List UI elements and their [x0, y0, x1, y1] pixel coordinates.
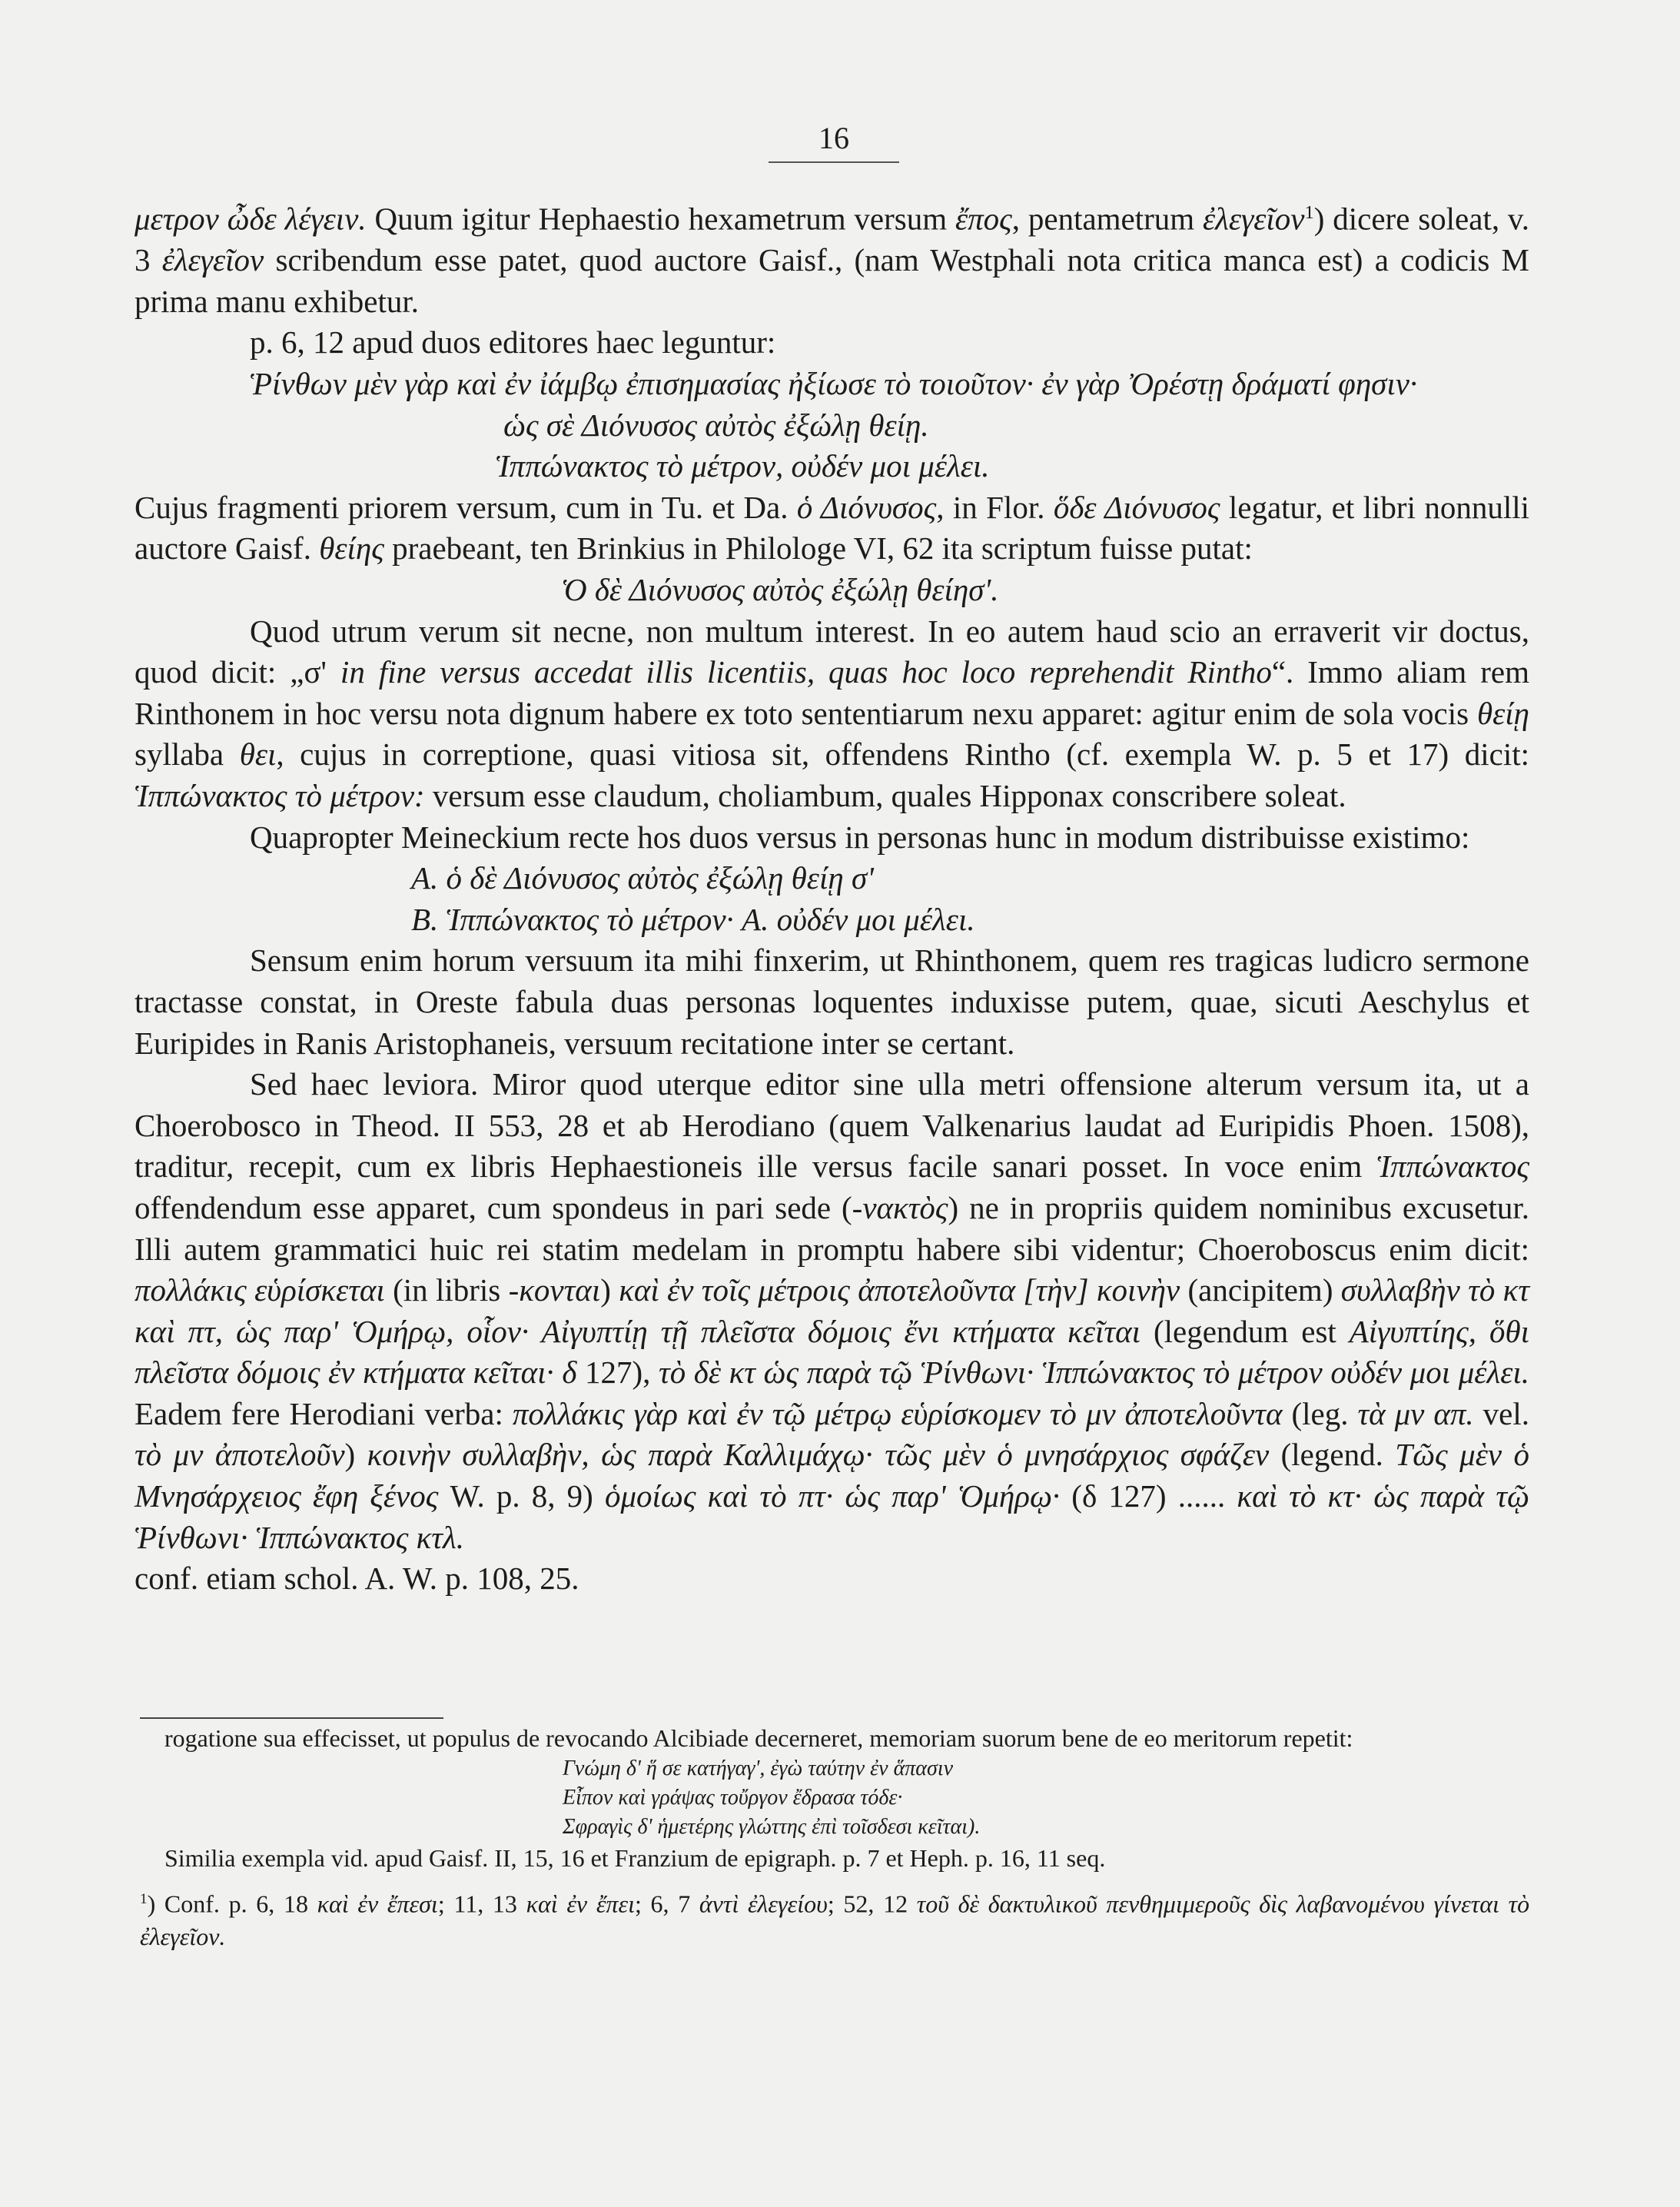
greek-text: καὶ ἐν ἔπει	[526, 1890, 635, 1918]
latin-text: (in libris -	[384, 1272, 520, 1308]
latin-text: “. Immo aliam rem Rinthonem in hoc versu nota dignum habere ex toto sententiarum nexu apparet: agitur enim de sola vocis	[134, 654, 1529, 731]
greek-text: Ἱππώνακτος τὸ μέτρον:	[134, 777, 425, 813]
greek-text: ἔπος	[955, 201, 1012, 237]
epigram-line: Σφραγὶς δ' ἡμετέρης γλώττης ἐπὶ τοῖσδεσι κεῖται).	[563, 1815, 981, 1839]
latin-text: W. p. 8, 9)	[438, 1478, 605, 1514]
greek-text: ἀντὶ ἐλεγείου	[699, 1890, 828, 1918]
latin-text: scribendum esse patet, quod auctore Gaisf., (nam Westphali nota critica manca est) a codicis M prima manu exhibetur.	[134, 242, 1530, 319]
page-number: 16	[818, 121, 849, 155]
latin-text: 127),	[576, 1354, 659, 1391]
footnotes	[140, 1722, 1529, 1953]
greek-text: πολλάκις εὑρίσκεται	[134, 1272, 385, 1308]
page-number-rule	[769, 161, 899, 163]
latin-text: vel.	[1473, 1395, 1529, 1431]
greek-text: θείῃ	[1476, 695, 1529, 731]
latin-text: , cujus in correptione, quasi vitiosa sit, offendens Rintho (cf. exempla W. p. 5 et 17) dicit:	[276, 736, 1529, 773]
paragraph-8: conf. etiam schol. A. W. p. 108, 25.	[134, 1561, 579, 1597]
greek-text: ὁ Διόνυσος	[796, 489, 937, 525]
latin-text: ; 52, 12	[827, 1890, 917, 1918]
greek-text: θείης	[319, 530, 384, 567]
epigram-line: Γνώμη δ' ἥ σε κατήγαγ', ἐγὼ ταύτην ἐν ἅπασιν	[563, 1757, 954, 1780]
greek-text: καὶ τὸ κτ· ὡς παρὰ τῷ Ῥίνθωνι· Ἱππώνακτος κτλ.	[134, 1478, 1529, 1555]
greek-text: ἐλεγεῖον	[1203, 201, 1305, 237]
greek-text: καὶ ἐν ἔπεσι	[317, 1890, 438, 1918]
latin-text: ; 11, 13	[437, 1890, 526, 1918]
latin-text: , in Flor.	[936, 489, 1054, 525]
latin-text: )	[600, 1272, 619, 1308]
latin-text: legatur, et libri nonnulli auctore Gaisf.	[134, 489, 1529, 567]
greek-text: Αἰγυπτίης, ὅθι πλεῖστα δόμοις ἐν κτήματα κεῖται· δ	[134, 1313, 1529, 1391]
latin-text: (ancipitem)	[1180, 1272, 1341, 1308]
paragraph-5: Quapropter Meineckium recte hos duos versus in personas hunc in modum distribuisse existimo:	[250, 819, 1470, 855]
greek-text: τοῦ δὲ δακτυλικοῦ πενθημιμεροῦς δὶς λαβανομένου γίνεται τὸ ἐλεγεῖον.	[140, 1890, 1530, 1950]
greek-text: κοινὴν συλλαβὴν, ὡς παρὰ Καλλιμάχῳ· τῶς μὲν ὁ μνησάρχιος σφάζεν	[367, 1437, 1270, 1473]
latin-text: ) Conf. p. 6, 18	[147, 1890, 317, 1918]
greek-text: τὸ δὲ κτ ὡς παρὰ τῷ Ῥίνθωνι· Ἱππώνακτος τὸ μέτρον οὐδέν μοι μέλει.	[659, 1354, 1530, 1391]
note-similia: Similia exempla vid. apud Gaisf. II, 15, 16 et Franzium de epigraph. p. 7 et Heph. p. 16, 11 seq.	[164, 1844, 1106, 1872]
main-text	[134, 192, 1529, 1600]
footnote-1	[140, 1883, 1529, 1953]
paragraph-1	[134, 192, 1529, 322]
verse-line: Ἱππώνακτος τὸ μέτρον, οὐδέν μοι μέλει.	[496, 448, 990, 484]
latin-text: ) dicere soleat, v. 3	[134, 201, 1529, 278]
verse-line: ὡς σὲ Διόνυσος αὐτὸς ἐξώλῃ θείῃ.	[503, 407, 929, 443]
greek-text: Ἱππώνακτος	[1376, 1148, 1529, 1185]
latin-text: )	[344, 1437, 367, 1473]
latin-text: versum esse claudum, choliambum, quales Hipponax conscribere soleat.	[424, 777, 1346, 813]
latin-text: (legend.	[1269, 1437, 1396, 1473]
latin-text: Eadem fere Herodiani verba:	[134, 1395, 513, 1431]
latin-text: Sed haec leviora. Miror quod uterque editor sine ulla metri offensione alterum versum ita, ut a Choerobosco in Theod. II 553, 28 et ab Herodiano (quem Valkenarius laudat ad Euripidis Phoen. 1508), traditur, recepit, cum ex libris Hephaestioneis ille versus facile sanari posset. In voce enim	[134, 1066, 1529, 1185]
footnote-rule	[140, 1717, 443, 1719]
greek-text: ὁμοίως καὶ τὸ πτ· ὡς παρ' Ὁμήρῳ·	[604, 1478, 1061, 1514]
greek-text: τὸ μν ἀποτελοῦν	[134, 1437, 345, 1473]
paragraph-6: Sensum enim horum versuum ita mihi finxerim, ut Rhinthonem, quem res tragicas ludicro sermone tractasse constat, in Oreste fabula duas personas loquentes induxisse putem, quae, sicuti Aeschylus et Euripides in Ranis Aristophaneis, versuum recitatione inter se certant.	[134, 942, 1529, 1061]
footnote-mark: 1	[140, 1891, 148, 1907]
greek-text: Τῶς μὲν ὁ Μνησάρχειος ἔφη ξένος	[134, 1437, 1529, 1514]
greek-text: συλλαβὴν τὸ κτ καὶ πτ, ὡς παρ' Ὁμήρῳ, οἷον· Αἰγυπτίῃ τῇ πλεῖστα δόμοις ἔνι κτήματα κεῖται	[134, 1272, 1529, 1349]
greek-text: πολλάκις γὰρ καὶ ἐν τῷ μέτρῳ εὑρίσκομεν τὸ μν ἀποτελοῦντα	[512, 1395, 1283, 1431]
greek-text: κονται	[519, 1272, 601, 1308]
italic-text: in fine versus accedat illis licentiis, quas hoc loco reprehendit Rintho	[340, 654, 1272, 690]
paragraph-4	[134, 611, 1529, 817]
latin-text: offendendum esse apparet, cum spondeus in pari sede (	[134, 1189, 852, 1225]
latin-text: Quod utrum verum sit necne, non multum interest. In eo autem haud scio an erraverit vir doctus, quod dicit: „σ'	[134, 613, 1529, 690]
verse-line: Ὁ δὲ Διόνυσος αὐτὸς ἐξώλῃ θείησ'.	[561, 572, 999, 607]
greek-text: -νακτὸς	[852, 1189, 948, 1225]
greek-text: μετρον ὦδε λέγειν.	[134, 201, 367, 237]
latin-text: praebeant, ten Brinkius in Philologe VI, 62 ita scriptum fuisse putat:	[383, 530, 1253, 567]
greek-text: τὰ μν απ.	[1357, 1395, 1474, 1431]
latin-text: Quum igitur Hephaestio hexametrum versum	[366, 201, 955, 237]
paragraph-7	[134, 1064, 1529, 1558]
latin-text: (legendum est	[1140, 1313, 1350, 1349]
epigram-line: Εἶπον καὶ γράψας τοὔργον ἔδρασα τόδε·	[563, 1786, 903, 1810]
paragraph-2: p. 6, 12 apud duos editores haec leguntur:	[250, 324, 776, 361]
greek-text: θει	[239, 736, 277, 773]
greek-text: καὶ ἐν τοῖς μέτροις ἀποτελοῦντα [τὴν] κοινὴν	[619, 1272, 1180, 1308]
quote-greek: Ῥίνθων μὲν γὰρ καὶ ἐν ἰάμβῳ ἐπισημασίας ἠξίωσε τὸ τοιοῦτον· ἐν γὰρ Ὀρέστῃ δράματί φησιν·	[250, 366, 1418, 402]
latin-text: (leg.	[1282, 1395, 1358, 1431]
greek-text: ὅδε Διόνυσος	[1053, 489, 1220, 525]
footnote-ref: 1	[1304, 202, 1314, 223]
paragraph-3	[134, 487, 1529, 570]
latin-text: ) ne in propriis quidem nominibus excusetur. Illi autem grammatici huic rei statim medelam in promptu habere sibi videntur; Choeroboscus enim dicit:	[134, 1189, 1529, 1267]
verse-line: A. ὁ δὲ Διόνυσος αὐτὸς ἐξώλῃ θείῃ σ'	[411, 860, 874, 896]
latin-text: (δ 127) ......	[1060, 1478, 1237, 1514]
verse-line: B. Ἱππώνακτος τὸ μέτρον· A. οὐδέν μοι μέλει.	[411, 901, 975, 937]
latin-text: , pentametrum	[1011, 201, 1203, 237]
note-continuation: rogatione sua effecisset, ut populus de revocando Alcibiade decerneret, memoriam suorum bene de eo meritorum repetit:	[164, 1724, 1353, 1752]
latin-text: ; 6, 7	[634, 1890, 699, 1918]
greek-text: ἐλεγεῖον	[161, 242, 264, 278]
latin-text: Cujus fragmenti priorem versum, cum in Tu. et Da.	[134, 489, 797, 525]
latin-text: syllaba	[134, 736, 240, 773]
